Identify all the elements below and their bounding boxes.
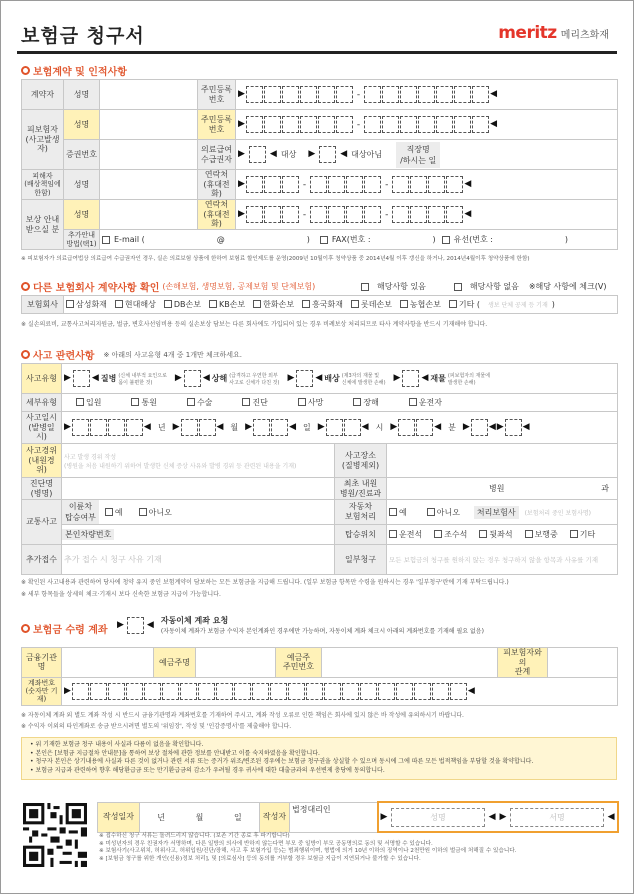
section-accident-heading: [21, 347, 242, 362]
seat-options: [387, 525, 618, 545]
seat-option[interactable]: 기타: [570, 529, 599, 540]
ride-label: 이륜차 탑승여부: [62, 500, 99, 524]
victim-name-field[interactable]: [100, 170, 198, 200]
company-logo: [498, 23, 609, 43]
medical-label: 의료급여 수급권자: [198, 140, 236, 170]
ride-cell: [62, 500, 335, 525]
company-option[interactable]: 농협손보: [400, 299, 445, 310]
page-title: 보험금 청구서: [21, 25, 145, 47]
circle-icon: [21, 624, 30, 633]
holder-rrn-label: 예금주 주민번호: [276, 648, 322, 678]
notice-line: • 보험금 지급과 관련하여 향후 해당환급금 또는 만기환급금의 감소가 우려될 경우 귀사에 대한 대출금과의 우선변제 충당에 동의합니다.: [30, 767, 385, 775]
ride-no[interactable]: 아니오: [139, 507, 172, 518]
cert-no-field[interactable]: [100, 140, 198, 170]
place-field[interactable]: [387, 444, 618, 478]
name-label: 성명: [64, 80, 100, 110]
section-contract-info-heading: [21, 63, 127, 78]
detail-label: 세부유형: [22, 394, 62, 412]
section-title: 다른 보험회사 계약사항 확인: [33, 283, 160, 294]
accident-table: [21, 363, 618, 575]
contractor-name-field[interactable]: [100, 80, 198, 110]
seat-option[interactable]: 조수석: [434, 529, 471, 540]
auto-transfer-checkbox[interactable]: [127, 617, 144, 634]
detail-option[interactable]: 장해: [353, 397, 382, 408]
company-option[interactable]: KB손보: [209, 299, 249, 310]
footer-notes: [99, 833, 615, 863]
guide-phone-field[interactable]: ▶ - - ◀: [236, 200, 618, 230]
car-no-cell[interactable]: [62, 525, 335, 545]
seat-option[interactable]: 운전석: [389, 529, 426, 540]
handle-no[interactable]: 아니오: [427, 507, 460, 518]
notice-line: • 청구자 본인은 상기내용에 사실과 다른 것이 없거나 관련 서류 또는 증거가 위조/변조된 경우에는 보험금 청구권을 상실할 수 있으며 동시에 그에 따른 모든 법적책임을 부담할 것을 확약합니다.: [30, 758, 534, 766]
company-option[interactable]: 한화손보: [253, 299, 298, 310]
signature-field[interactable]: ▶ 성명 ◀ ▶ 서명 ◀: [378, 802, 618, 832]
company-option[interactable]: 흥국화재: [302, 299, 347, 310]
diagnosis-label: 진단명 (병명): [22, 478, 62, 500]
writer-field[interactable]: [290, 802, 378, 832]
hospital-label: 최초 내원 병원/진료과: [335, 478, 387, 500]
s4-note-1: ※ 자동이체 계좌 외 별도 계좌 작성 시 반드시 금융기관명과 계좌번호를 기재하여 주시고, 계좌 작성 오류로 인한 책임은 회사에 있지 않은 바 작성에 유의하시기 바랍니다.: [21, 712, 464, 719]
diagnosis-field[interactable]: [62, 478, 335, 500]
holder-rrn-field[interactable]: [322, 648, 498, 678]
insured-name-field[interactable]: [100, 110, 198, 140]
injury-checkbox[interactable]: [184, 370, 201, 387]
other-insurance-table: [21, 295, 618, 314]
circle-icon: [21, 282, 30, 291]
logo-text: meritz: [498, 23, 557, 43]
footer-line: ※ 접수하신 청구 서류는 돌려드리지 않습니다. (보존 기간 종료 후 파기합니다): [99, 833, 290, 839]
title-divider: [17, 51, 617, 54]
company-option[interactable]: 기타 (: [449, 299, 484, 310]
insurer-label: 처리보험사: [474, 506, 519, 519]
account-table: [21, 647, 618, 706]
extra-contact-label: 추가안내 방법(택1): [64, 230, 100, 250]
section-account-heading: [21, 621, 108, 636]
company-option[interactable]: 현대해상: [115, 299, 160, 310]
seat-option[interactable]: 보행중: [525, 529, 562, 540]
auto-transfer-desc: (자동이체 계좌가 보험금 수익자 본인계좌인 경우에만 가능하며, 자동이체 계좌 체크시 아래의 계좌번호를 기재해 필요 없음): [160, 628, 484, 635]
qr-code-icon: [23, 803, 87, 867]
none-checkbox[interactable]: [454, 283, 462, 291]
target-checkbox[interactable]: [249, 146, 266, 163]
partial-label: 일부청구: [335, 545, 387, 575]
bank-label: 금융기관명: [22, 648, 62, 678]
not-target-checkbox[interactable]: [319, 146, 336, 163]
detail-option[interactable]: 통원: [131, 397, 160, 408]
circle-icon: [21, 350, 30, 359]
section-title: 사고 관련사항: [33, 351, 95, 362]
legal-rep-label: 법정대리인: [292, 804, 331, 814]
section-note: ※ 아래의 사고유형 4개 중 1개만 체크하세요.: [103, 350, 242, 359]
section-title: 보험계약 및 인적사항: [33, 67, 127, 78]
holder-label: 예금주명: [154, 648, 196, 678]
sign-signature-box[interactable]: 서명: [510, 808, 603, 827]
disease-checkbox[interactable]: [73, 370, 90, 387]
circumstance-label: 사고경위 (내원경위): [22, 444, 62, 478]
victim-label: 피해자 (배상책임에 한함): [22, 170, 64, 200]
section-subtitle: (손해보험, 생명보험, 공제보험 및 단체보험): [162, 282, 316, 291]
company-option[interactable]: 롯데손보: [351, 299, 396, 310]
writer-label: 작성자: [260, 802, 290, 832]
company-options: 삼성화재 현대해상 DB손보 KB손보 한화손보 흥국화재 롯데손보 농협손보 기타 ( 생보 단체 공제 등 기재 ): [64, 296, 618, 314]
other-hint: 생보 단체 공제 등 기재: [487, 302, 548, 309]
confirmation-notice: [21, 737, 617, 780]
relation-label: 피보험자와의 관계: [498, 648, 548, 678]
detail-option[interactable]: 사망: [298, 397, 327, 408]
type-options: ▶ ◀ 질병 (신체 내부적 요인으로 몸이 불편한 것) ▶ ◀ 상해 (급격하고 우연한 외부 사고로 신체가 다친 것) ▶ ◀ 배상 (제3자의 재물 및 신체에 발생한 손해) ▶ ◀ 재물 (피보험자의 재물에 발생한 손해): [62, 364, 618, 394]
email-checkbox[interactable]: [102, 236, 110, 244]
auto-transfer-title: 자동이체 계좌 요청: [160, 616, 229, 625]
s2-footnote: ※ 실손의료비, 교통사고처리지원금, 벌금, 변호사선임비용 등의 실손보상 담보는 다른 회사에도 가입되어 있는 경우 비례보상 처리되므로 타사 계약사항을 반드시 기재해야 합니다.: [21, 321, 488, 328]
footer-line: ※ 보험사기(사고위치, 허위사고, 허위입원/진단/장해, 사고 후 보험가입 등)는 범죄행위이며, 형법에 의거 10년 이하의 징역이나 2천만원 이하의 벌금에 처해질 수 있습니다.: [99, 848, 517, 855]
property-checkbox[interactable]: [402, 370, 419, 387]
victim-phone-field[interactable]: ▶ - - ◀: [236, 170, 618, 200]
cert-no-label: 증권번호: [64, 140, 100, 170]
liability-checkbox[interactable]: [296, 370, 313, 387]
partial-field[interactable]: 모든 보험금의 청구를 원하지 않는 경우 청구하지 않을 항목과 사유를 기재: [387, 545, 618, 575]
medical-options: ▶ ◀ 대상 ▶ ◀ 대상아님 직장명 /하시는 일: [236, 140, 618, 170]
insured-rrn-field[interactable]: ▶ - ◀: [236, 110, 618, 140]
other-insurance-toggle: 해당사항 있음 해당사항 없음 ※해당 사항에 체크(V): [361, 281, 606, 292]
contract-info-table: [21, 79, 618, 250]
circle-icon: [21, 66, 30, 75]
job-label: 직장명 /하시는 일: [396, 142, 440, 168]
date-label: 사고일시 (발병일시): [22, 412, 62, 444]
signature-table: [97, 801, 619, 833]
rrn-label: 주민등록 번호: [198, 110, 236, 140]
s4-note-2: ※ 수익자 이외의 타인계좌로 송금 받으시려면 별도의 '위임장', 작성 및 '인감증명서'를 제출해야 합니다.: [21, 723, 292, 730]
relation-field[interactable]: [548, 648, 618, 678]
notice-line: • 위 기재한 보험금 청구 내용이 사실과 다름이 없음을 확인합니다.: [30, 741, 204, 748]
footer-line: ※ 미성년자의 경우 친권자가 서명하며, 다른 일방의 의사에 반하지 않는다면 부모 중 일방이 부모 공동명의로 동의 및 서명할 수 있습니다.: [99, 840, 433, 847]
handle-label: 자동차 보험처리: [335, 500, 387, 525]
car-no-label: 본인차량번호: [62, 529, 114, 540]
fax-checkbox[interactable]: [320, 236, 328, 244]
ride-yes[interactable]: 예: [105, 507, 123, 518]
s1-footnote: ※ 피보험자가 의료급여법상 의료급여 수급권자인 경우, 실손 의료보험 상품에 한하여 보험료 할인제도를 운영(2009년 10월이후 청약상품 중 2014년4월 이후 갱신을 하거나, 2014년4월이후 청약상품에 한함): [21, 256, 530, 262]
s3-note-1: ※ 확인된 사고내용과 관련하여 당사에 청약 유지 중인 보험계약이 담보하는 모든 보험금을 지급해 드립니다. (일부 보험금 항목만 수령을 원하시는 경우 '일부청구'란에 기재 부탁드립니다.): [21, 579, 509, 586]
handle-yes[interactable]: 예: [389, 507, 407, 518]
detail-option[interactable]: 운전자: [409, 397, 446, 408]
contractor-label: 계약자: [22, 80, 64, 110]
detail-option[interactable]: 입원: [76, 397, 105, 408]
company-option[interactable]: DB손보: [164, 299, 205, 310]
bank-field[interactable]: [62, 648, 154, 678]
section-title: 보험금 수령 계좌: [33, 625, 108, 636]
rrn-label: 주민등록 번호: [198, 80, 236, 110]
holder-field[interactable]: [196, 648, 276, 678]
place-label: 사고장소 (질병제외): [335, 444, 387, 478]
date-label: 작성일자: [98, 802, 140, 832]
account-no-label: 계좌번호 (숫자만 기재): [22, 677, 62, 705]
account-no-field[interactable]: ▶ ◀: [62, 677, 618, 705]
detail-options: [62, 394, 618, 412]
name-label: 성명: [64, 170, 100, 200]
detail-option[interactable]: 수술: [187, 397, 216, 408]
traffic-label: 교통사고: [22, 500, 62, 545]
name-label: 성명: [64, 200, 100, 230]
company-option[interactable]: 삼성화재: [66, 299, 111, 310]
contact-label: 연락처 (휴대전화): [198, 200, 236, 230]
type-label: 사고유형: [22, 364, 62, 394]
company-label: 보험회사: [22, 296, 64, 314]
circumstance-field[interactable]: 사고 발생 경위 작성 (병원을 처음 내원하기 위하여 발생한 신체 증상 사유와 발병 경위 등 관련된 내용을 기재): [62, 444, 335, 478]
notice-line: • 본인은 [보험금 지급절차 안내문]을 통하여 보상 절차에 관한 정보를 안내받고 이를 숙지하였음을 확인합니다.: [30, 749, 320, 757]
extra-contact-options: E-mail ( @ ) FAX(번호 : ) 유선(번호 : ): [100, 230, 618, 250]
section-other-insurance-heading: [21, 279, 315, 294]
seat-option[interactable]: 뒷좌석: [479, 529, 516, 540]
guide-label: 보상 안내 받으실 분: [22, 200, 64, 250]
s3-note-2: ※ 세부 항목들을 상세히 체크·기재시 보다 신속한 보험금 지급이 가능합니다.: [21, 591, 221, 598]
insured-label: 피보험자 (사고발생자): [22, 110, 64, 170]
addon-field[interactable]: 추가 접수 시 청구 사유 기재: [62, 545, 335, 575]
post-checkbox[interactable]: [442, 236, 450, 244]
footer-line: ※ [보험금 청구를 위한 개인(신용)정보 처리], 및 [의료심사] 등의 동의를 거부할 경우 보험금 지급이 지연되거나 불가할 수 있습니다.: [99, 855, 421, 862]
handle-cell: 예 아니오 처리보험사 (보험처리 중인 보험사명): [387, 500, 618, 525]
date-field[interactable]: ▶ ◀ 년 ▶ ◀ 월 ▶ ◀ 일 ▶ ◀ 시 ▶ ◀ 분 ▶ ◀ ▶ ◀: [62, 412, 618, 444]
has-checkbox[interactable]: [361, 283, 369, 291]
guide-name-field[interactable]: [100, 200, 198, 230]
detail-option[interactable]: 진단: [242, 397, 271, 408]
hospital-field[interactable]: 병원 과: [387, 478, 618, 500]
contractor-rrn-field[interactable]: ▶ - ◀: [236, 80, 618, 110]
seat-label: 탑승위치: [335, 525, 387, 545]
sign-name-box[interactable]: 성명: [391, 808, 484, 827]
auto-transfer-toggle: ▶ ◀ 자동이체 계좌 요청 (자동이체 계좌가 보험금 수익자 본인계좌인 경우에만 가능하며, 자동이체 계좌 체크시 아래의 계좌번호를 기재해 필요 없음): [117, 616, 484, 635]
contact-label: 연락처 (휴대전화): [198, 170, 236, 200]
sign-date-field[interactable]: 년 월 일: [140, 802, 260, 832]
addon-label: 추가접수: [22, 545, 62, 575]
logo-korean: 메리츠화재: [560, 30, 609, 41]
name-label: 성명: [64, 110, 100, 140]
